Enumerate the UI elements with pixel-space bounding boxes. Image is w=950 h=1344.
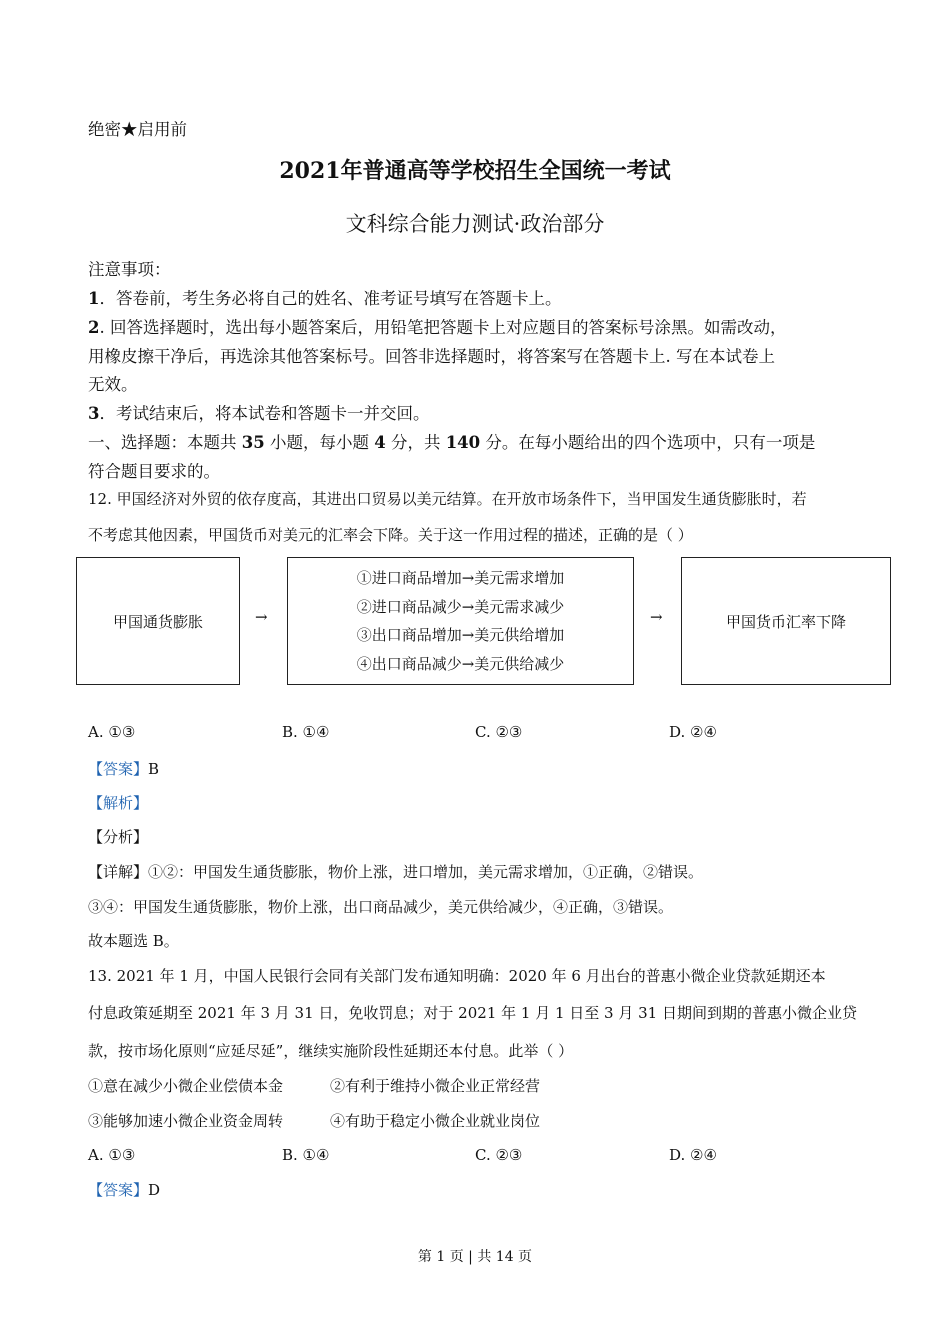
q13-stem-line3: 款，按市场化原则“应延尽延”，继续实施阶段性延期还本付息。此举（ ）	[88, 1042, 574, 1060]
note-1: 1．答卷前，考生务必将自己的姓名、准考证号填写在答题卡上。	[88, 289, 562, 308]
diagram-item: ③出口商品增加→美元供给增加	[356, 626, 565, 644]
secret-label: 绝密★启用前	[88, 120, 187, 139]
diagram-arrow-1: →	[255, 608, 268, 626]
note-2-line3: 无效。	[88, 375, 138, 394]
note-2: 2. 回答选择题时，选出每小题答案后，用铅笔把答题卡上对应题目的答案标号涂黑。如需改动，	[88, 318, 787, 337]
q12-fenxi-tag: 【分析】	[88, 828, 149, 846]
q12-detail-1: 【详解】①②：甲国发生通货膨胀，物价上涨，进口增加，美元需求增加，①正确，②错误。	[88, 863, 704, 881]
q13-option-b: B. ①④	[282, 1146, 330, 1164]
q13-stem-line2: 付息政策延期至 2021 年 3 月 31 日，免收罚息；对于 2021 年 1 月 1 日至 3 月 31 日期间到期的普惠小微企业贷	[88, 1004, 857, 1022]
q12-option-c: C. ②③	[475, 723, 523, 741]
page-subtitle: 文科综合能力测试·政治部分	[345, 212, 605, 236]
diagram-item: ②进口商品减少→美元需求减少	[356, 597, 565, 616]
section-instructions: 一、选择题：本题共 35 小题，每小题 4 分，共 140 分。在每小题给出的四个选项中，只有一项是	[88, 433, 816, 452]
q12-stem-line2: 不考虑其他因素，甲国货币对美元的汇率会下降。关于这一作用过程的描述，正确的是（ ）	[88, 526, 693, 544]
diagram-item: ④出口商品减少→美元供给减少	[356, 654, 565, 673]
q12-option-a: A. ①③	[88, 723, 136, 741]
diagram-right-box: 甲国货币汇率下降	[681, 557, 891, 685]
q12-conclusion: 故本题选 B。	[88, 932, 179, 950]
q13-statement-3: ③能够加速小微企业资金周转	[88, 1112, 284, 1130]
q12-option-b: B. ①④	[282, 723, 330, 741]
q13-option-d: D. ②④	[669, 1146, 717, 1164]
notes-heading: 注意事项：	[88, 260, 171, 279]
q12-option-d: D. ②④	[669, 723, 717, 741]
q12-answer: 【答案】B	[88, 760, 160, 778]
q12-stem-line1: 12. 甲国经济对外贸的依存度高，其进出口贸易以美元结算。在开放市场条件下，当甲国发生通货膨胀时，若	[88, 490, 807, 508]
section-instructions-line2: 符合题目要求的。	[88, 462, 220, 481]
q13-statement-1: ①意在减少小微企业偿债本金	[88, 1077, 284, 1095]
page-footer: 第 1 页 | 共 14 页	[417, 1249, 533, 1265]
diagram-left-box: 甲国通货膨胀	[76, 557, 240, 685]
q12-analysis-tag: 【解析】	[88, 794, 149, 812]
q13-option-a: A. ①③	[88, 1146, 136, 1164]
diagram-arrow-2: →	[650, 608, 663, 626]
q12-detail-2: ③④：甲国发生通货膨胀，物价上涨，出口商品减少，美元供给减少，④正确，③错误。	[88, 898, 674, 916]
q13-statement-2: ②有利于维持小微企业正常经营	[330, 1077, 541, 1095]
note-3: 3．考试结束后，将本试卷和答题卡一并交回。	[88, 404, 430, 423]
q13-statement-4: ④有助于稳定小微企业就业岗位	[330, 1112, 541, 1130]
q13-option-c: C. ②③	[475, 1146, 523, 1164]
q13-stem-line1: 13. 2021 年 1 月，中国人民银行会同有关部门发布通知明确：2020 年 6 月出台的普惠小微企业贷款延期还本	[88, 967, 826, 985]
note-2-line2: 用橡皮擦干净后，再选涂其他答案标号。回答非选择题时，将答案写在答题卡上. 写在本试卷上	[88, 347, 775, 366]
diagram-item: ①进口商品增加→美元需求增加	[356, 569, 565, 587]
q13-answer: 【答案】D	[88, 1181, 161, 1199]
diagram-middle-box	[287, 557, 634, 685]
page-title: 2021年普通高等学校招生全国统一考试	[279, 158, 671, 184]
